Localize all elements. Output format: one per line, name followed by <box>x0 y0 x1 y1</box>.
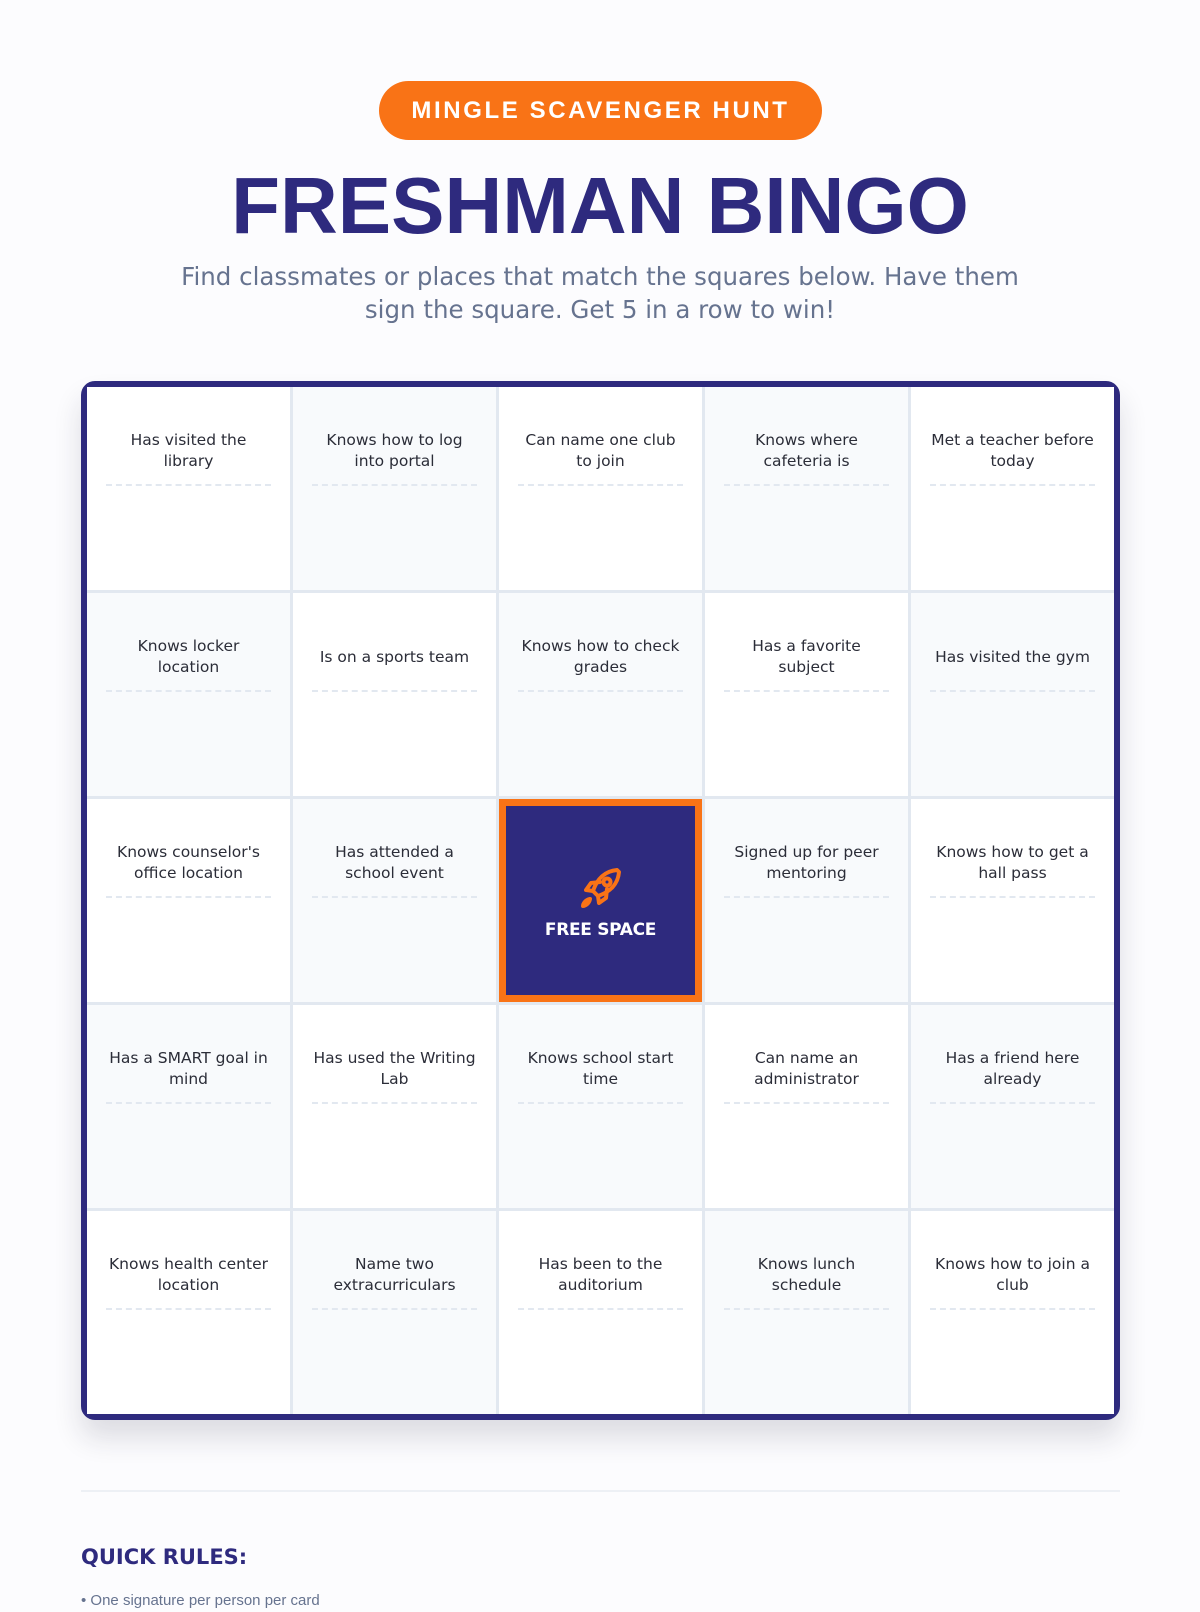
bingo-square[interactable] <box>499 1211 702 1414</box>
bingo-square[interactable] <box>705 1211 908 1414</box>
square-label: Knows how to log into portal <box>312 428 477 486</box>
section-divider <box>81 1490 1120 1492</box>
free-space-square[interactable] <box>499 799 702 1002</box>
square-label: Knows lunch schedule <box>724 1252 889 1310</box>
page-title: FRESHMAN BINGO <box>231 161 969 250</box>
bingo-square[interactable] <box>293 1211 496 1414</box>
square-label: Met a teacher before today <box>930 428 1095 486</box>
bingo-square[interactable] <box>705 593 908 796</box>
bingo-square[interactable] <box>293 387 496 590</box>
square-label: Knows how to join a club <box>930 1252 1095 1310</box>
square-label: Has a SMART goal in mind <box>106 1046 271 1104</box>
bingo-square[interactable] <box>293 1005 496 1208</box>
rocket-icon <box>575 862 627 914</box>
square-label: Has a favorite subject <box>724 634 889 692</box>
square-label: Signed up for peer mentoring <box>724 840 889 898</box>
square-label: Has visited the library <box>106 428 271 486</box>
bingo-square[interactable] <box>911 593 1114 796</box>
bingo-square[interactable] <box>911 387 1114 590</box>
square-label: Has been to the auditorium <box>518 1252 683 1310</box>
square-label: Can name one club to join <box>518 428 683 486</box>
bingo-square[interactable] <box>499 387 702 590</box>
bingo-square[interactable] <box>911 1005 1114 1208</box>
square-label: Is on a sports team <box>312 634 477 692</box>
bingo-square[interactable] <box>705 387 908 590</box>
bingo-board <box>81 381 1120 1420</box>
square-label: Has attended a school event <box>312 840 477 898</box>
square-label: Knows counselor's office location <box>106 840 271 898</box>
bingo-square[interactable] <box>87 1005 290 1208</box>
square-label: Knows where cafeteria is <box>724 428 889 486</box>
bingo-square[interactable] <box>705 799 908 1002</box>
square-label: Knows how to get a hall pass <box>930 840 1095 898</box>
instructions-text: Find classmates or places that match the squares below. Have them sign the square. Get 5 in a row to win! <box>181 262 1019 324</box>
bingo-square[interactable] <box>87 593 290 796</box>
bingo-square[interactable] <box>499 1005 702 1208</box>
bingo-square[interactable] <box>293 799 496 1002</box>
square-label: Has used the Writing Lab <box>312 1046 477 1104</box>
square-label: Knows school start time <box>518 1046 683 1104</box>
rules-heading: QUICK RULES: <box>81 1545 248 1569</box>
free-space-label: FREE SPACE <box>544 919 657 940</box>
event-badge: MINGLE SCAVENGER HUNT <box>379 81 822 140</box>
bingo-square[interactable] <box>87 799 290 1002</box>
square-label: Knows how to check grades <box>518 634 683 692</box>
bingo-square[interactable] <box>87 387 290 590</box>
bingo-square[interactable] <box>911 1211 1114 1414</box>
square-label: Knows locker location <box>106 634 271 692</box>
bingo-square[interactable] <box>705 1005 908 1208</box>
square-label: Name two extracurriculars <box>312 1252 477 1310</box>
square-label: Can name an administrator <box>724 1046 889 1104</box>
square-label: Knows health center location <box>106 1252 271 1310</box>
bingo-square[interactable] <box>293 593 496 796</box>
square-label: Has visited the gym <box>930 634 1095 692</box>
square-label: Has a friend here already <box>930 1046 1095 1104</box>
bingo-square[interactable] <box>87 1211 290 1414</box>
rule-item: • One signature per person per card <box>81 1592 320 1609</box>
bingo-square[interactable] <box>499 593 702 796</box>
rules-list <box>81 1590 320 1612</box>
bingo-square[interactable] <box>911 799 1114 1002</box>
